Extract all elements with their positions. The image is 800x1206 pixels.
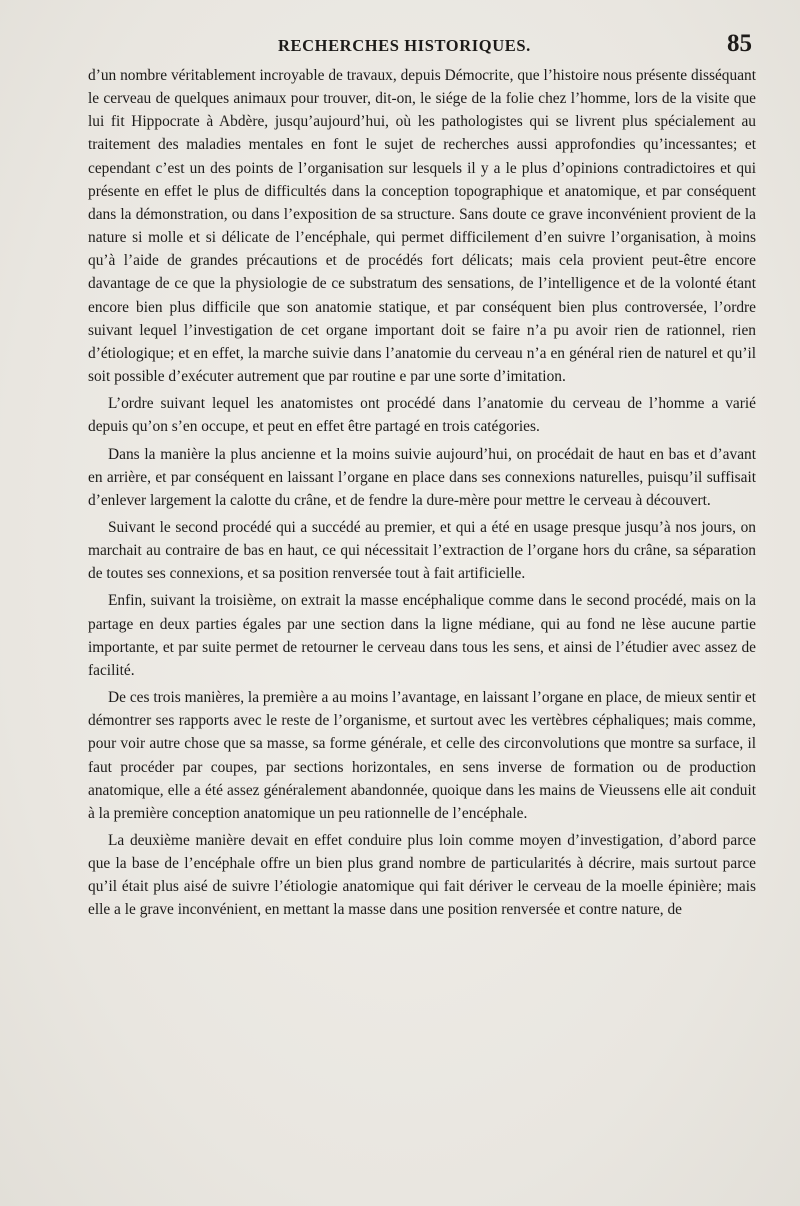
paragraph-5: Enfin, suivant la troisième, on extrait la masse encéphalique comme dans le second procédé, mais on la partage en deux parties égales par une section dans la ligne médiane, qui au fond ne lèse aucune partie importante, et par suite permet de retourner le cerveau dans tous les sens, et ainsi de l’étudier avec assez de facilité. <box>88 592 756 679</box>
paragraph-3: Dans la manière la plus ancienne et la moins suivie aujourd’hui, on procédait de haut en bas et d’avant en arrière, et par conséquent en laissant l’organe en place dans ses connexions naturelles, puisqu’il suffisait d’enlever largement la calotte du crâne, et de fendre la dure-mère pour mettre le cerveau à découvert. <box>88 445 756 509</box>
paragraph-7: La deuxième manière devait en effet conduire plus loin comme moyen d’investigation, d’abord parce que la base de l’encéphale offre un bien plus grand nombre de particularités à décrire, mais surtout parce qu’il était plus aisé de suivre l’étiologie anatomique qui fait dériver le cerveau de la moelle épinière; mais elle a le grave inconvénient, en mettant la masse dans une position renversée et contre nature, de <box>88 832 756 919</box>
page-header <box>88 30 756 64</box>
paragraph-1: d’un nombre véritablement incroyable de travaux, depuis Démocrite, que l’histoire nous présente disséquant le cerveau de quelques animaux pour trouver, dit-on, le siége de la folie chez l’homme, lors de la visite que lui fit Hippocrate à Abdère, jusqu’aujourd’hui, où les pathologistes qui se livrent plus spécialement au traitement des maladies mentales en font le sujet de recherches aussi approfondies qu’incessantes; et cependant c’est un des points de l’organisation sur lesquels il y a le plus d’opinions contradictoires et qui présente en effet le plus de difficultés dans la conception topographique et anatomique, et par conséquent dans la démonstration, ou dans l’exposition de sa structure. Sans doute ce grave inconvénient provient de la nature si molle et si délicate de l’encéphale, qui permet difficilement d’en suivre l’organisation, à moins qu’à l’aide de grandes précautions et de procédés fort délicats; mais cela provient peut-être encore davantage de ce que la physiologie de ce substratum des sensations, de l’intelligence et de la volonté étant encore bien plus difficile que son anatomie statique, et par conséquent bien plus controversée, l’ordre suivant lequel l’investigation de cet organe important doit se faire n’a pu avoir rien de rationnel, rien d’étiologique; et en effet, la marche suivie dans l’anatomie du cerveau n’a en général rien de naturel et qu’il soit possible d’exécuter autrement que par routine e par une sorte d’imitation. <box>88 67 756 386</box>
running-head: RECHERCHES HISTORIQUES. <box>278 36 531 55</box>
paragraph-2: L’ordre suivant lequel les anatomistes ont procédé dans l’anatomie du cerveau de l’homme a varié depuis qu’on s’en occupe, et peut en effet être partagé en trois catégories. <box>88 395 756 436</box>
paragraph-6: De ces trois manières, la première a au moins l’avantage, en laissant l’organe en place, de mieux sentir et démontrer ses rapports avec le reste de l’organisme, et surtout avec les vertèbres céphaliques; mais comme, pour voir autre chose que sa masse, sa forme générale, et celle des circonvolutions que montre sa surface, il faut procéder par coupes, par sections horizontales, en sens inverse de formation ou de production anatomique, elle a été assez généralement abandonnée, quoique dans les mains de Vieussens elle ait conduit à la première conception anatomique un peu rationnelle de l’encéphale. <box>88 689 756 822</box>
paragraph-4: Suivant le second procédé qui a succédé au premier, et qui a été en usage presque jusqu’à nos jours, on marchait au contraire de bas en haut, ce qui nécessitait l’extraction de l’organe hors du crâne, sa séparation de toutes ses connexions, et sa position renversée tout à fait artificielle. <box>88 518 756 583</box>
page-number: 85 <box>727 30 752 57</box>
body-text <box>88 64 756 926</box>
